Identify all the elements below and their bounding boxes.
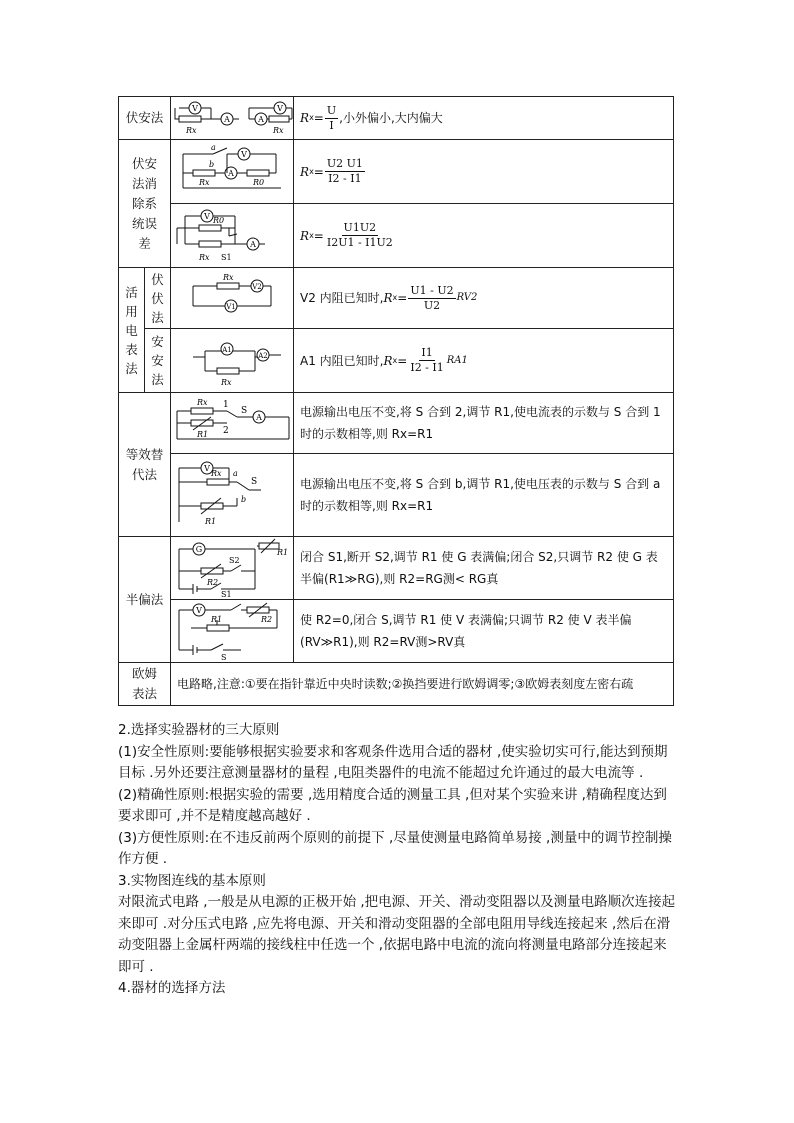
fraction xyxy=(408,346,445,375)
r1-label: R1 xyxy=(277,548,289,557)
fraction xyxy=(325,221,395,250)
fraction-den: U2 xyxy=(423,298,441,312)
fraction-num: U xyxy=(326,103,337,117)
label-2: 2 xyxy=(223,426,229,436)
circuit-substitution-b xyxy=(171,454,294,537)
v1-label: V1 xyxy=(226,303,236,311)
circuit-half-deflection-a xyxy=(171,537,294,600)
desc-ohmmeter: 电路略,注意:①要在指针靠近中央时读数;②换挡要进行欧姆调零;③欧姆表刻度左密右疏 xyxy=(171,663,674,706)
fraction xyxy=(325,104,338,133)
fraction-den: I2 - I1 xyxy=(328,172,362,185)
paragraph: (3)方便性原则:在不违反前两个原则的前提下 ,尽量使测量电路简单易接 ,测量中的调节控制操作方便 . xyxy=(118,829,672,867)
fraction-num: U1U2 xyxy=(343,221,377,234)
row-substitution-a xyxy=(119,393,674,454)
method-name: 伏安法 xyxy=(119,97,171,140)
desc-volt-volt: V2 内阻已知时, R x = $\frac{U1 - U2}{U2}$ RV2 xyxy=(294,268,674,329)
ammeter-label: A xyxy=(258,115,264,124)
row-voltammetry-correction-a xyxy=(119,140,674,204)
r1-label: R1 xyxy=(211,615,223,624)
desc-half-deflection-a: 闭合 S1,断开 S2,调节 R1 使 G 表满偏;闭合 S2,只调节 R2 使 G 表半偏(R1≫RG),则 R2=RG测< RG真 xyxy=(294,537,674,600)
method-name: 伏伏法 xyxy=(145,268,171,329)
section-heading: 2.选择实验器材的三大原则 xyxy=(118,722,280,738)
row-substitution-b xyxy=(119,454,674,537)
r1-label: R1 xyxy=(197,430,209,439)
rx-symbol: R xyxy=(300,111,310,125)
label-b: b xyxy=(209,160,215,169)
switch-label: S xyxy=(221,653,227,662)
voltmeter-label: V xyxy=(277,104,283,113)
row-half-deflection-a xyxy=(119,537,674,600)
rx-label: Rx xyxy=(211,469,222,478)
rx-label: Rx xyxy=(199,178,210,187)
desc-half-deflection-b: 使 R2=0,闭合 S,调节 R1 使 V 表满偏;只调节 R2 使 V 表半偏(RV≫R1),则 R2=RV测>RV真 xyxy=(294,600,674,663)
method-name: 半偏法 xyxy=(119,537,171,663)
body-text xyxy=(118,720,678,1000)
circuit-correction-a xyxy=(171,140,294,204)
row-amp-amp xyxy=(119,329,674,393)
method-name: 伏安法消除系统误差 xyxy=(119,140,171,268)
desc-substitution-b: 电源输出电压不变,将 S 合到 b,调节 R1,使电压表的示数与 S 合到 a 时的示数相等,则 Rx=R1 xyxy=(294,454,674,537)
desc-substitution-a: 电源输出电压不变,将 S 合到 2,调节 R1,使电流表的示数与 S 合到 1 时的示数相等,则 Rx=R1 xyxy=(294,393,674,454)
label-1: 1 xyxy=(223,400,229,410)
paragraph: (1)安全性原则:要能够根据实验要求和客观条件选用合适的器材 ,使实验切实可行,能达到预期目标 .另外还要注意测量器材的量程 ,电阻类器件的电流不能超过允许通过的最大电流等 . xyxy=(118,743,668,781)
fraction-den: I2 - I1 xyxy=(410,361,444,374)
voltmeter-label: V xyxy=(241,150,247,159)
rx-label: Rx xyxy=(221,378,232,387)
ra1-symbol: RA1 xyxy=(446,354,468,366)
section-heading: 3.实物图连线的基本原则 xyxy=(118,872,266,889)
rx-label: Rx xyxy=(186,126,197,135)
rx-label: Rx xyxy=(197,398,208,407)
r2-label: R2 xyxy=(207,578,219,587)
circuit-amp-amp xyxy=(171,329,294,393)
row-ohmmeter xyxy=(119,663,674,706)
voltmeter-label: V xyxy=(196,606,202,615)
ammeter-label: A xyxy=(228,169,234,178)
s1-label: S1 xyxy=(221,253,232,262)
fraction-num: I1 xyxy=(421,346,433,359)
label-a: a xyxy=(211,143,216,152)
r2-label: R2 xyxy=(261,615,273,624)
row-voltammetry xyxy=(119,97,674,140)
row-half-deflection-b xyxy=(119,600,674,663)
ammeter-label: A xyxy=(250,240,256,249)
ammeter-label: A xyxy=(256,413,262,422)
label-a: a xyxy=(233,469,238,478)
v2-label: V2 xyxy=(252,283,262,291)
rx-label: Rx xyxy=(273,126,284,135)
fraction-num: U1 - U2 xyxy=(410,283,454,297)
circuit-voltammetry xyxy=(171,97,294,140)
fraction xyxy=(408,284,455,313)
method-name: 欧姆表法 xyxy=(119,663,171,706)
fraction xyxy=(325,157,365,186)
desc-correction-a: R x = $\frac{U2 U1}{I2 - I1}$ xyxy=(294,140,674,204)
circuit-volt-volt xyxy=(171,268,294,329)
galvanometer-label: G xyxy=(195,545,203,554)
rx-symbol: R xyxy=(300,228,310,243)
fraction-den: I2U1 - I1U2 xyxy=(326,236,393,249)
desc-text: 小外偏小,大内偏大 xyxy=(342,111,443,125)
switch-label: S xyxy=(251,477,258,487)
rx-label: Rx xyxy=(199,253,210,262)
method-name: 等效替代法 xyxy=(119,393,171,537)
switch-label: S xyxy=(241,406,248,416)
rx-sub: x xyxy=(309,166,314,176)
desc-amp-amp: A1 内阻已知时, R x = $\frac{I1}{I2 - I1}$ RA1 xyxy=(294,329,674,393)
r1-label: R1 xyxy=(205,517,217,526)
voltmeter-label: V xyxy=(204,212,210,221)
a2-label: A2 xyxy=(258,352,268,360)
group-name: 活用电表法 xyxy=(119,268,145,393)
circuit-half-deflection-b xyxy=(171,600,294,663)
rx-symbol: R xyxy=(300,164,310,179)
desc-voltammetry: R x = $\frac{U}{I}$ , 小外偏小,大内偏大 xyxy=(294,97,674,140)
desc-prefix: V2 内阻已知时, xyxy=(300,291,384,305)
section-heading: 4.器材的选择方法 xyxy=(118,980,226,996)
rx-sub: x xyxy=(309,113,314,122)
rx-sub: x xyxy=(309,230,314,240)
row-voltammetry-correction-b xyxy=(119,204,674,268)
voltmeter-label: V xyxy=(204,464,210,473)
rv2-symbol: RV2 xyxy=(456,292,478,303)
ammeter-label: A xyxy=(224,115,230,124)
paragraph: 对限流式电路 ,一般是从电源的正极开始 ,把电源、开关、滑动变阻器以及测量电路顺次连接起来即可 .对分压式电路 ,应先将电源、开关和滑动变阻器的全部电阻用导线连接起来 ,然后在滑动变阻器上金属杆两端的接线柱中任选一个 ,依据电路中电流的流向将测量电路部分连接起来即可 . xyxy=(118,894,676,975)
method-name: 安安法 xyxy=(145,329,171,393)
s2-label: S2 xyxy=(229,556,240,565)
fraction-num: U2 U1 xyxy=(326,157,363,170)
desc-correction-b: R x = $\frac{U1U2}{I2U1 - I1U2}$ xyxy=(294,204,674,268)
rx-label: Rx xyxy=(223,273,234,282)
r0-label: R0 xyxy=(253,178,265,187)
methods-table xyxy=(118,96,674,706)
circuit-substitution-a xyxy=(171,393,294,454)
s1-label: S1 xyxy=(221,590,232,599)
circuit-correction-b xyxy=(171,204,294,268)
a1-label: A1 xyxy=(222,346,232,354)
label-b: b xyxy=(241,495,247,504)
paragraph: (2)精确性原则:根据实验的需要 ,选用精度合适的测量工具 ,但对某个实验来讲 ,精确程度达到要求即可 ,并不是精度越高越好 . xyxy=(118,786,667,824)
fraction-den: I xyxy=(329,118,334,132)
r0-label: R0 xyxy=(213,216,225,225)
row-volt-volt xyxy=(119,268,674,329)
voltmeter-label: V xyxy=(192,104,198,113)
desc-prefix: A1 内阻已知时, xyxy=(300,353,384,368)
